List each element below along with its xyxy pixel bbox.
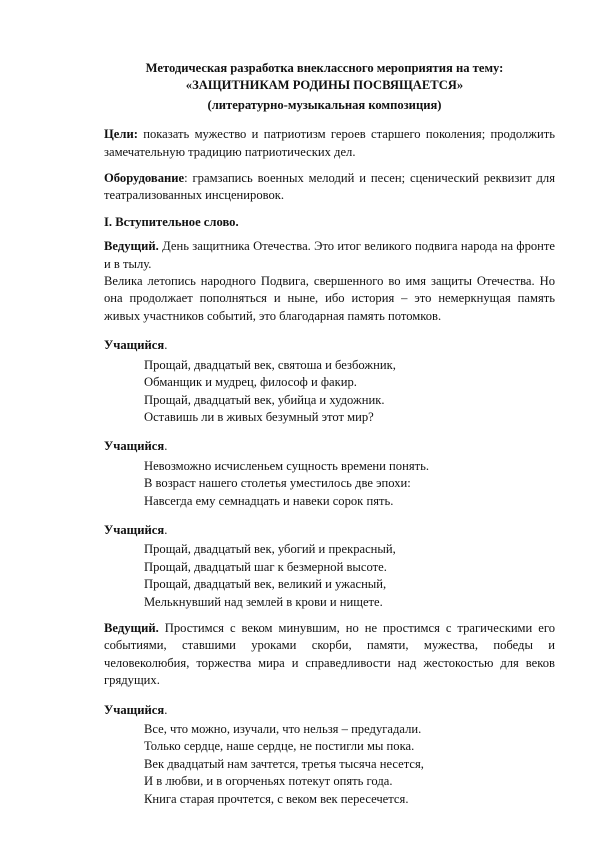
host-paragraph-1 <box>104 238 555 273</box>
stanza-3 <box>144 541 555 611</box>
verse-line: Невозможно исчисленьем сущность времени понять. <box>144 458 430 473</box>
section-heading: I. Вступительное слово. <box>104 214 239 229</box>
student-dot: . <box>164 338 168 353</box>
student-label: Учащийся <box>104 338 165 353</box>
student-label: Учащийся <box>104 439 165 454</box>
verse-line: Прощай, двадцатый век, великий и ужасный, <box>144 577 387 592</box>
goals-text: показать мужество и патриотизм героев старшего поколения; продолжить замечательную традицию патриотических дел. <box>104 127 555 159</box>
verse-line: Книга старая прочтется, с веком век пересечется. <box>144 791 409 806</box>
host-paragraph-2: Велика летопись народного Подвига, свершенного во имя защиты Отечества. Но она продолжает пополняться и ныне, ибо история – это немеркнущая память живых участников событий, это благодарная память потомков. <box>104 274 555 323</box>
host-label: Ведущий. <box>104 620 159 635</box>
title-line-1: Методическая разработка внеклассного мероприятия на тему: <box>145 61 504 75</box>
verse-line: Мелькнувший над землей в крови и нищете. <box>144 594 383 609</box>
equipment-label: Оборудование <box>104 171 185 186</box>
verse-line: Прощай, двадцатый век, святоша и безбожник, <box>144 357 396 372</box>
equipment-paragraph <box>104 170 555 205</box>
student-dot: . <box>164 522 168 537</box>
verse-line: В возраст нашего столетья уместилось две эпохи: <box>144 476 411 491</box>
host-paragraph-3 <box>104 620 555 690</box>
stanza-1 <box>144 357 555 427</box>
verse-line: Прощай, двадцатый шаг к безмерной высоте. <box>144 559 387 574</box>
student-heading-4 <box>104 702 555 719</box>
verse-line: Прощай, двадцатый век, убогий и прекрасный, <box>144 542 396 557</box>
verse-line: Обманщик и мудрец, философ и факир. <box>144 375 357 390</box>
student-dot: . <box>164 439 168 454</box>
verse-line: Век двадцатый нам зачтется, третья тысяча несется, <box>144 756 424 771</box>
host-label: Ведущий. <box>104 239 159 254</box>
student-heading-3 <box>104 522 555 539</box>
goals-label: Цели: <box>104 127 138 142</box>
student-dot: . <box>164 702 168 717</box>
host-text: День защитника Отечества. Это итог великого подвига народа на фронте и в тылу. <box>104 239 555 271</box>
verse-line: Только сердце, наше сердце, не постигли мы пока. <box>144 739 415 754</box>
equipment-text: : грамзапись военных мелодий и песен; сценический реквизит для театрализованных инсценировок. <box>104 171 555 203</box>
student-heading-1 <box>104 337 555 354</box>
student-label: Учащийся <box>104 522 165 537</box>
verse-line: Оставишь ли в живых безумный этот мир? <box>144 409 374 424</box>
verse-line: Прощай, двадцатый век, убийца и художник. <box>144 392 385 407</box>
title-line-2: «ЗАЩИТНИКАМ РОДИНЫ ПОСВЯЩАЕТСЯ» <box>185 78 464 93</box>
student-label: Учащийся <box>104 702 165 717</box>
student-heading-2 <box>104 438 555 455</box>
document-title <box>94 60 555 114</box>
verse-line: И в любви, и в огорченьях потекут опять года. <box>144 774 393 789</box>
stanza-2 <box>144 458 555 510</box>
verse-line: Все, что можно, изучали, что нельзя – предугадали. <box>144 722 422 736</box>
stanza-4 <box>144 721 555 808</box>
verse-line: Навсегда ему семнадцать и навеки сорок пять. <box>144 493 394 508</box>
title-line-3: (литературно-музыкальная композиция) <box>207 97 442 112</box>
host-text: Простимся с веком минувшим, но не простимся с трагическими его событиями, ставшими уроками скорби, памяти, мужества, победы и человеколюбия, торжества мира и справедливости над жестокостью для веков грядущих. <box>104 620 555 688</box>
goals-paragraph <box>104 126 555 161</box>
